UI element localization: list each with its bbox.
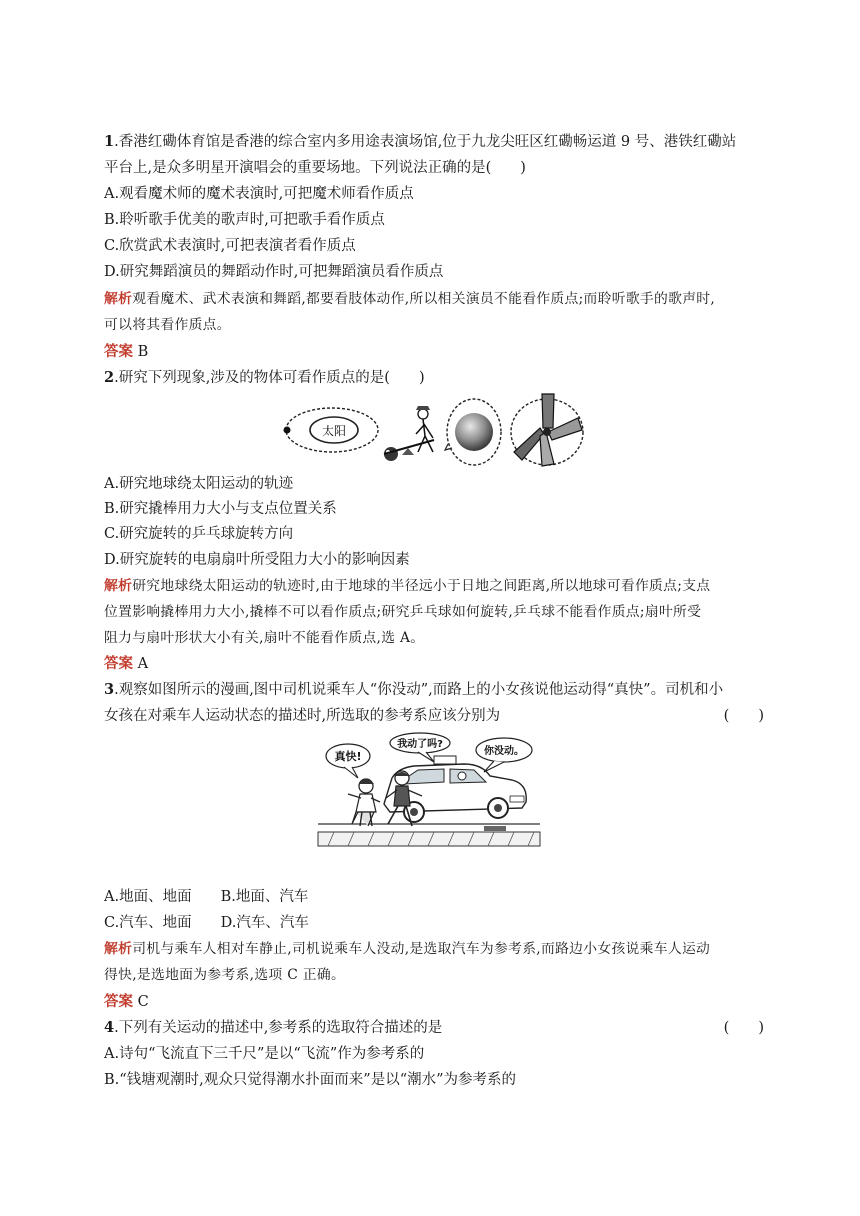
q3-analysis-line-2: 得快,是选地面为参考系,选项 C 正确。 (104, 967, 346, 983)
q3-answer-value: C (133, 994, 149, 1010)
q2-stem-line-1 (104, 365, 764, 391)
q1-option-d: D.研究舞蹈演员的舞蹈动作时,可把舞蹈演员看作质点 (104, 264, 444, 280)
girl-figure (348, 779, 380, 826)
q1-option-a: A.观看魔术师的魔术表演时,可把魔术师看作质点 (104, 186, 414, 202)
q1-analysis-text-1: 观看魔术、武术表演和舞蹈,都要看肢体动作,所以相关演员不能看作质点;而聆听歌手的歌声时, (132, 291, 716, 307)
q3-analysis-text-1: 司机与乘车人相对车静止,司机说乘车人没动,是选取汽车为参考系,而路边小女孩说乘车人运动 (132, 941, 711, 957)
q1-analysis-label: 解析 (104, 291, 133, 307)
q2-analysis-text-1: 研究地球绕太阳运动的轨迹时,由于地球的半径远小于日地之间距离,所以地球可看作质点;支点 (132, 578, 711, 594)
q1-stem-line-2: 平台上,是众多明星开演唱会的重要场地。下列说法正确的是( ) (104, 160, 526, 176)
q2-answer (104, 651, 764, 677)
q3-stem-line-2 (104, 703, 764, 729)
q3-stem-text-1: .观察如图所示的漫画,图中司机说乘车人“你没动”,而路上的小女孩说他运动得“真快”。司机和小 (114, 682, 724, 698)
q3-stem-text-2: 女孩在对乘车人运动状态的描述时,所选取的参考系应该分别为 (104, 708, 501, 724)
q2-figure (278, 392, 588, 468)
q1-stem-line-1 (104, 129, 764, 155)
lever-diagram (384, 406, 434, 461)
q1-answer-value: B (133, 344, 149, 360)
q3-stem-line-1 (104, 677, 764, 703)
q4-stem-line-1 (104, 1015, 764, 1041)
q1-option-c: C.欣赏武术表演时,可把表演者看作质点 (104, 238, 356, 254)
q2-analysis-line-3: 阻力与扇叶形状大小有关,扇叶不能看作质点,选 A。 (104, 630, 425, 646)
q2-option-b: B.研究撬棒用力大小与支点位置关系 (104, 501, 337, 517)
q2-analysis-line-2: 位置影响撬棒用力大小,撬棒不可以看作质点;研究乒乓球如何旋转,乒乓球不能看作质点;扇叶所受 (104, 604, 702, 620)
q3-answer (104, 989, 764, 1015)
q1-stem-text-1: .香港红磡体育馆是香港的综合室内多用途表演场馆,位于九龙尖旺区红磡畅运道 9 号、港铁红磡站 (114, 134, 737, 150)
q1-analysis-line-2: 可以将其看作质点。 (104, 317, 231, 333)
bubble-notmoved (476, 738, 532, 772)
q2-stem-text-1: .研究下列现象,涉及的物体可看作质点的是( ) (114, 370, 425, 386)
bubble-moved-text: 我动了吗? (397, 739, 443, 750)
q1-number: 1 (104, 133, 115, 150)
q2-option-d: D.研究旋转的电扇扇叶所受阻力大小的影响因素 (104, 552, 410, 568)
road-sidewalk (318, 824, 540, 846)
q3-analysis-line-1 (104, 936, 764, 962)
q1-option-b: B.聆听歌手优美的歌声时,可把歌手看作质点 (104, 212, 385, 228)
bubble-notmoved-text: 你没动。 (484, 746, 524, 757)
q4-number: 4 (104, 1019, 115, 1036)
sun-label: 太阳 (321, 424, 347, 438)
q3-answer-paren: ( ) (723, 708, 764, 724)
q3-answer-label: 答案 (104, 993, 133, 1010)
q2-option-a: A.研究地球绕太阳运动的轨迹 (104, 476, 294, 492)
bubble-fast-text: 真快! (334, 750, 362, 763)
q3-options-row-2: C.汽车、地面 D.汽车、汽车 (104, 915, 309, 931)
q3-cartoon (314, 732, 544, 850)
q3-number: 3 (104, 681, 115, 698)
ping-pong-ball-diagram (445, 399, 501, 465)
q1-analysis-line-1 (104, 286, 764, 312)
q2-answer-value: A (133, 656, 149, 672)
q4-option-a: A.诗句“飞流直下三千尺”是以“飞流”作为参考系的 (104, 1046, 425, 1062)
q2-analysis-line-1 (104, 573, 764, 599)
q1-answer-label: 答案 (104, 343, 133, 360)
q4-stem-text-1: .下列有关运动的描述中,参考系的选取符合描述的是 (114, 1020, 443, 1036)
q2-analysis-label: 解析 (104, 578, 133, 594)
q1-answer (104, 339, 764, 365)
q4-answer-paren: ( ) (723, 1020, 764, 1036)
q2-answer-label: 答案 (104, 655, 133, 672)
q2-option-c: C.研究旋转的乒乓球旋转方向 (104, 526, 294, 542)
q3-analysis-label: 解析 (104, 941, 133, 957)
fan-blades-diagram (511, 394, 583, 466)
q3-options-row-1: A.地面、地面 B.地面、汽车 (104, 889, 309, 905)
q4-option-b: B.“钱塘观潮时,观众只觉得潮水扑面而来”是以“潮水”为参考系的 (104, 1072, 517, 1088)
bubble-fast (326, 744, 370, 778)
earth-orbit-diagram (284, 408, 379, 452)
q2-number: 2 (104, 369, 115, 386)
